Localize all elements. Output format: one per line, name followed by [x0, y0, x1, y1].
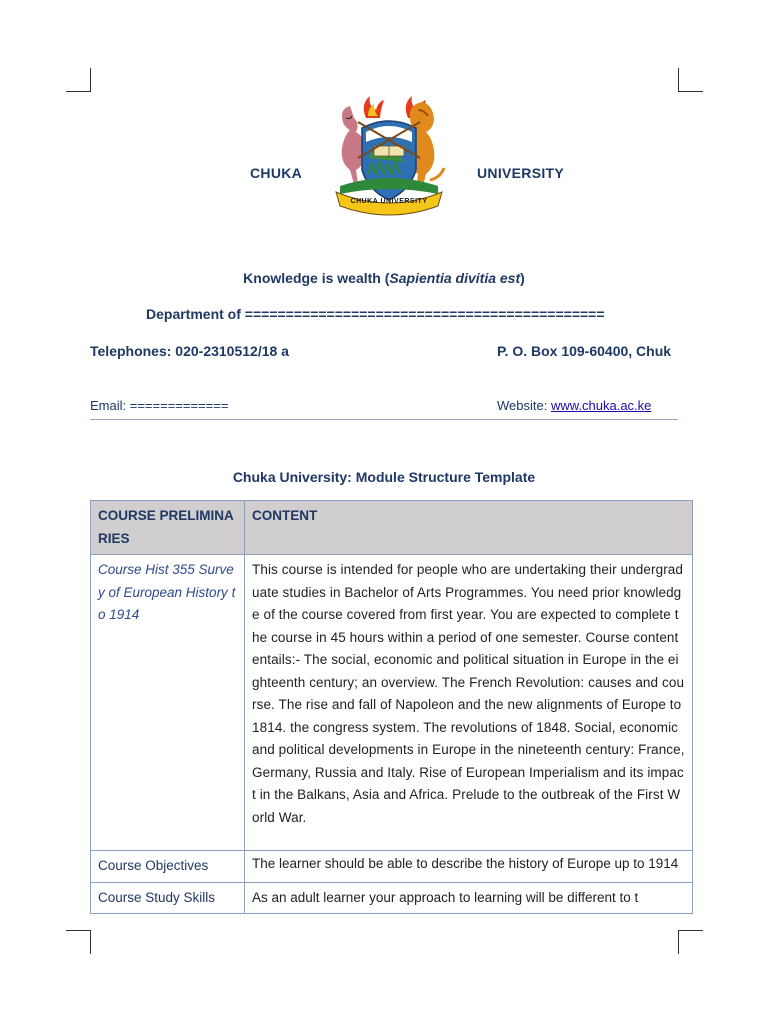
course-study-skills-content: As an adult learner your approach to learning will be different to t: [245, 882, 693, 914]
telephones: Telephones: 020-2310512/18 a: [90, 343, 289, 359]
table-row: [91, 555, 693, 851]
logo-ribbon-text: CHUKA UNIVERSITY: [350, 198, 428, 205]
letterhead-divider: [90, 419, 678, 420]
crop-mark-bottom-left-v: [90, 930, 91, 954]
template-title: Chuka University: Module Structure Template: [232, 469, 536, 485]
crop-mark-top-right-v: [678, 68, 679, 92]
crop-mark-bottom-left-h: [66, 930, 91, 931]
header-course-preliminaries: COURSE PRELIMINARIES: [91, 501, 245, 555]
website-link[interactable]: www.chuka.ac.ke: [550, 398, 652, 413]
crop-mark-top-right-h: [678, 91, 703, 92]
crop-mark-top-left-h: [66, 91, 91, 92]
course-description-cell: This course is intended for people who are undertaking their undergraduate studies in Bachelor of Arts Programmes. You need prior knowledge of the course covered from first year. You are expected to complete the course in 45 hours within a period of one semester. Course content entails:- The social, economic and political situation in Europe in the eighteenth century; an overview. The French Revolution: causes and course. The rise and fall of Napoleon and the new alignments of Europe to 1814. the congress system. The revolutions of 1848. Social, economic and political developments in Europe in the nineteenth century: France, Germany, Russia and Italy. Rise of European Imperialism and its impact in the Balkans, Asia and Africa. Prelude to the outbreak of the First World War.: [245, 555, 693, 851]
university-motto: [0, 270, 768, 286]
course-objectives-content: The learner should be able to describe the history of Europe up to 1914: [245, 851, 693, 883]
table-header-row: [91, 501, 693, 555]
po-box: P. O. Box 109-60400, Chuk: [497, 343, 672, 359]
crop-mark-bottom-right-v: [678, 930, 679, 954]
course-objectives-label: Course Objectives: [91, 851, 245, 883]
crop-mark-top-left-v: [90, 68, 91, 92]
motto-latin: Sapientia divitia est: [389, 270, 521, 286]
website-line: [497, 398, 651, 413]
letterhead-left-word: CHUKA: [250, 165, 303, 181]
course-title-cell: Course Hist 355 Survey of European History to 1914: [91, 555, 245, 851]
module-structure-table: [90, 500, 693, 914]
crop-mark-bottom-right-h: [678, 930, 703, 931]
email-line: Email: =============: [90, 398, 229, 413]
university-logo: [328, 88, 450, 218]
department-line: Department of ============================================: [146, 306, 605, 322]
website-label: Website:: [497, 398, 551, 413]
table-row: [91, 851, 693, 883]
header-content: CONTENT: [245, 501, 693, 555]
motto-prefix: Knowledge is wealth (: [243, 270, 390, 286]
motto-suffix: ): [520, 270, 525, 286]
course-study-skills-label: Course Study Skills: [91, 882, 245, 914]
table-row: [91, 882, 693, 914]
letterhead-right-word: UNIVERSITY: [477, 165, 565, 181]
